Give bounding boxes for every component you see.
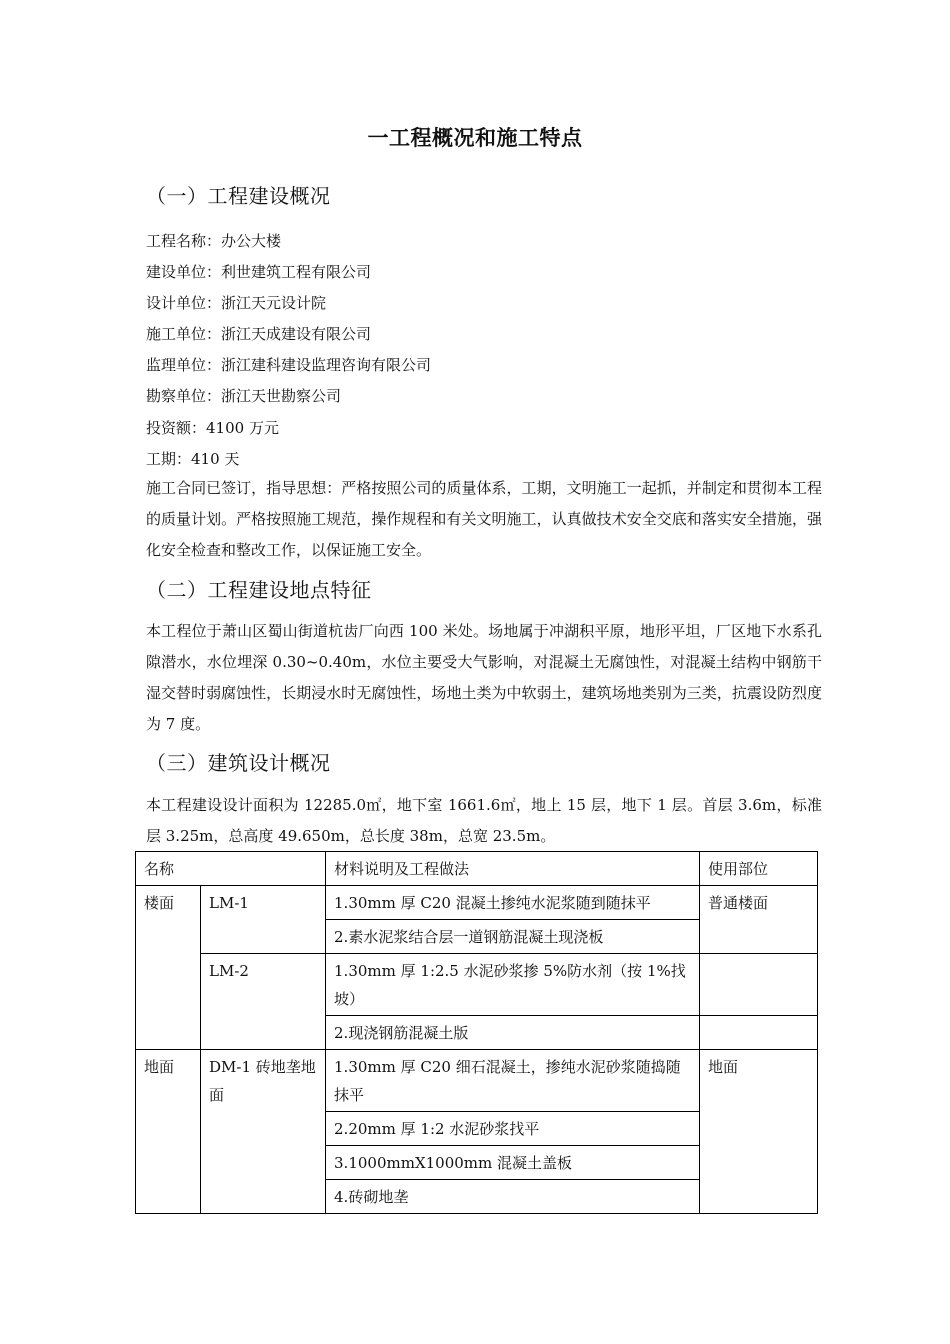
method-cell: 2.现浇钢筋混凝土版 [326, 1016, 700, 1050]
location-cell [700, 1016, 818, 1050]
location-cell: 地面 [700, 1050, 818, 1214]
table-row [136, 886, 818, 920]
surveyor-line: 勘察单位：浙江天世勘察公司 [146, 387, 342, 405]
section-heading-2: （二）工程建设地点特征 [146, 578, 372, 602]
method-cell: 2.20mm 厚 1:2 水泥砂浆找平 [326, 1112, 700, 1146]
code-cell: DM-1 砖地垄地面 [201, 1050, 326, 1214]
section-3-paragraph: 本工程建设设计面积为 12285.0㎡，地下室 1661.6㎡，地上 15 层，地下 1 层。首层 3.6m，标准层 3.25m，总高度 49.650m，总长度 38m，总宽 23.5m。 [146, 796, 822, 845]
header-method: 材料说明及工程做法 [326, 852, 700, 886]
method-cell: 1.30mm 厚 C20 混凝土掺纯水泥浆随到随抹平 [326, 886, 700, 920]
page-title: 一工程概况和施工特点 [367, 126, 583, 150]
designer-line: 设计单位：浙江天元设计院 [146, 294, 327, 312]
code-cell: LM-1 [201, 886, 326, 954]
code-cell: LM-2 [201, 954, 326, 1050]
category-cell: 地面 [136, 1050, 201, 1214]
method-cell: 2.素水泥浆结合层一道钢筋混凝土现浇板 [326, 920, 700, 954]
project-name-line: 工程名称：办公大楼 [146, 232, 282, 250]
construction-method-table [135, 851, 818, 1214]
section-heading-1: （一）工程建设概况 [146, 184, 331, 208]
header-location: 使用部位 [700, 852, 818, 886]
category-cell: 楼面 [136, 886, 201, 1050]
contractor-line: 施工单位：浙江天成建设有限公司 [146, 325, 372, 343]
investment-line: 投资额：4100 万元 [146, 419, 279, 437]
table-row [136, 1050, 818, 1112]
section-2-paragraph: 本工程位于萧山区蜀山街道杭齿厂向西 100 米处。场地属于冲湖积平原，地形平坦，厂区地下水系孔隙潜水，水位埋深 0.30~0.40m，水位主要受大气影响，对混凝土无腐蚀性，对混凝土结构中钢筋干湿交替时弱腐蚀性，长期浸水时无腐蚀性，场地土类为中软弱土，建筑场地类别为三类，抗震设防烈度为 7 度。 [146, 622, 822, 733]
location-cell: 普通楼面 [700, 886, 818, 954]
section-1-paragraph: 施工合同已签订，指导思想：严格按照公司的质量体系，工期，文明施工一起抓，并制定和贯彻本工程的质量计划。严格按照施工规范，操作规程和有关文明施工，认真做技术安全交底和落实安全措施，强化安全检查和整改工作，以保证施工安全。 [146, 479, 822, 559]
owner-line: 建设单位：利世建筑工程有限公司 [146, 263, 372, 281]
table-header-row [136, 852, 818, 886]
duration-line: 工期：410 天 [146, 450, 240, 468]
table-row [136, 954, 818, 1016]
section-heading-3: （三）建筑设计概况 [146, 751, 331, 775]
method-cell: 3.1000mmX1000mm 混凝土盖板 [326, 1146, 700, 1180]
supervisor-line: 监理单位：浙江建科建设监理咨询有限公司 [146, 356, 432, 374]
method-cell: 1.30mm 厚 1:2.5 水泥砂浆掺 5%防水剂（按 1%找坡） [326, 954, 700, 1016]
header-name: 名称 [136, 852, 326, 886]
method-cell: 4.砖砌地垄 [326, 1180, 700, 1214]
method-cell: 1.30mm 厚 C20 细石混凝土，掺纯水泥砂浆随捣随抹平 [326, 1050, 700, 1112]
location-cell [700, 954, 818, 1016]
